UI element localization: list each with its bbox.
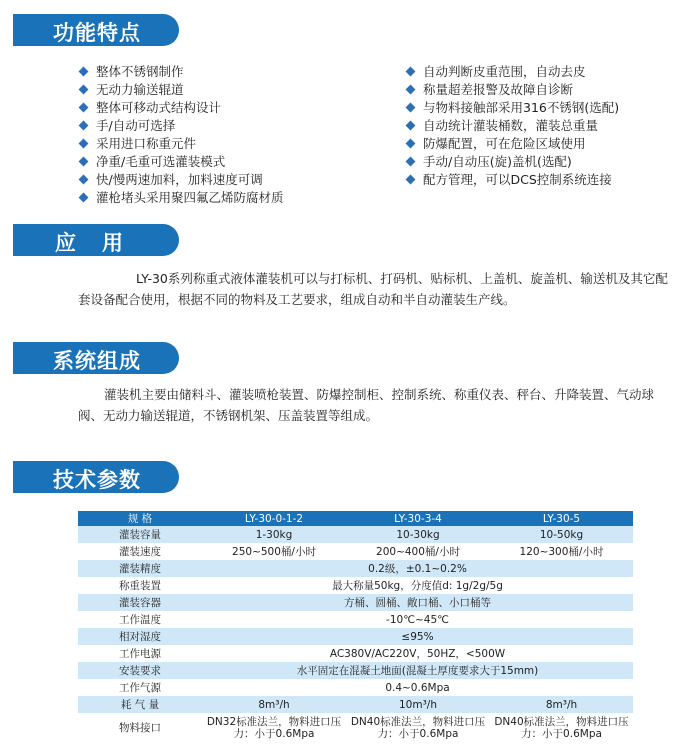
table-row <box>78 577 633 594</box>
table-cell: 10m³/h <box>346 696 490 713</box>
row-label: 安装要求 <box>78 662 202 679</box>
section-header-specs <box>13 461 179 493</box>
table-cell: 200~400桶/小时 <box>346 543 490 560</box>
section-title-specs: 技术参数 <box>53 468 141 492</box>
row-label: 工作气源 <box>78 679 202 696</box>
table-cell: 10-50kg <box>490 526 633 543</box>
feature-item: 净重/毛重可选灌装模式 <box>78 153 284 171</box>
table-cell: AC380V/AC220V，50HZ，<500W <box>202 645 633 662</box>
feature-item: 称量超差报警及故障自诊断 <box>405 81 619 99</box>
table-cell: 8m³/h <box>202 696 346 713</box>
row-label: 工作温度 <box>78 611 202 628</box>
table-row <box>78 628 633 645</box>
section-title-features: 功能特点 <box>53 21 141 45</box>
row-label: 耗 气 量 <box>78 696 202 713</box>
features-left-list <box>78 63 284 207</box>
table-header-cell: LY-30-5 <box>490 511 633 526</box>
table-cell: DN40标准法兰，物料进口压力：小于0.6Mpa <box>490 713 633 743</box>
table-row <box>78 526 633 543</box>
feature-item: 无动力输送辊道 <box>78 81 284 99</box>
feature-item: 自动统计灌装桶数，灌装总重量 <box>405 117 619 135</box>
row-label: 物料接口 <box>78 713 202 743</box>
table-cell: 120~300桶/小时 <box>490 543 633 560</box>
table-header-cell: LY-30-3-4 <box>346 511 490 526</box>
feature-item: 快/慢两速加料，加料速度可调 <box>78 171 284 189</box>
feature-item: 自动判断皮重范围，自动去皮 <box>405 63 619 81</box>
table-row <box>78 662 633 679</box>
row-label: 灌装容量 <box>78 526 202 543</box>
table-cell: DN32标准法兰，物料进口压力：小于0.6Mpa <box>202 713 346 743</box>
row-label: 灌装精度 <box>78 560 202 577</box>
feature-item: 整体可移动式结构设计 <box>78 99 284 117</box>
spec-table <box>78 511 633 743</box>
section-header-system <box>13 342 179 374</box>
row-label: 工作电源 <box>78 645 202 662</box>
row-label: 相对湿度 <box>78 628 202 645</box>
features-right-list <box>405 63 619 189</box>
row-label: 灌装容器 <box>78 594 202 611</box>
table-row <box>78 696 633 713</box>
row-label: 灌装速度 <box>78 543 202 560</box>
table-cell: 水平固定在混凝土地面(混凝土厚度要求大于15mm) <box>202 662 633 679</box>
feature-item: 防爆配置，可在危险区域使用 <box>405 135 619 153</box>
table-cell: 8m³/h <box>490 696 633 713</box>
feature-item: 手/自动可选择 <box>78 117 284 135</box>
table-cell: 10-30kg <box>346 526 490 543</box>
table-row <box>78 611 633 628</box>
table-row <box>78 594 633 611</box>
table-header-cell: LY-30-0-1-2 <box>202 511 346 526</box>
table-cell: -10℃~45℃ <box>202 611 633 628</box>
table-header-row <box>78 511 633 526</box>
table-row <box>78 645 633 662</box>
table-cell: 250~500桶/小时 <box>202 543 346 560</box>
table-header-cell: 规 格 <box>78 511 202 526</box>
table-row <box>78 713 633 743</box>
table-cell: 1-30kg <box>202 526 346 543</box>
section-header-features <box>13 14 179 46</box>
feature-item: 灌枪堵头采用聚四氟乙烯防腐材质 <box>78 189 284 207</box>
table-cell: 方桶、圆桶、敞口桶、小口桶等 <box>202 594 633 611</box>
table-cell: 0.2级，±0.1~0.2% <box>202 560 633 577</box>
feature-item: 与物料接触部采用316不锈钢(选配) <box>405 99 619 117</box>
table-row <box>78 560 633 577</box>
section-title-application: 应用 <box>55 231 149 255</box>
table-cell: 0.4~0.6Mpa <box>202 679 633 696</box>
application-text: LY-30系列称重式液体灌装机可以与打标机、打码机、贴标机、上盖机、旋盖机、输送机及其它配套设备配合使用，根据不同的物料及工艺要求，组成自动和半自动灌装生产线。 <box>78 271 668 307</box>
feature-item: 整体不锈钢制作 <box>78 63 284 81</box>
table-row <box>78 543 633 560</box>
table-cell: DN40标准法兰，物料进口压力：小于0.6Mpa <box>346 713 490 743</box>
table-cell: 最大称量50kg，分度值d: 1g/2g/5g <box>202 577 633 594</box>
section-title-system: 系统组成 <box>53 349 141 373</box>
table-row <box>78 679 633 696</box>
feature-item: 配方管理，可以DCS控制系统连接 <box>405 171 619 189</box>
table-cell: ≤95% <box>202 628 633 645</box>
feature-item: 手动/自动压(旋)盖机(选配) <box>405 153 619 171</box>
section-header-application <box>13 224 179 256</box>
feature-item: 采用进口称重元件 <box>78 135 284 153</box>
system-text: 灌装机主要由储料斗、灌装喷枪装置、防爆控制柜、控制系统、称重仪表、秤台、升降装置、气动球阀、无动力输送辊道，不锈钢机架、压盖装置等组成。 <box>78 387 655 423</box>
row-label: 称重装置 <box>78 577 202 594</box>
